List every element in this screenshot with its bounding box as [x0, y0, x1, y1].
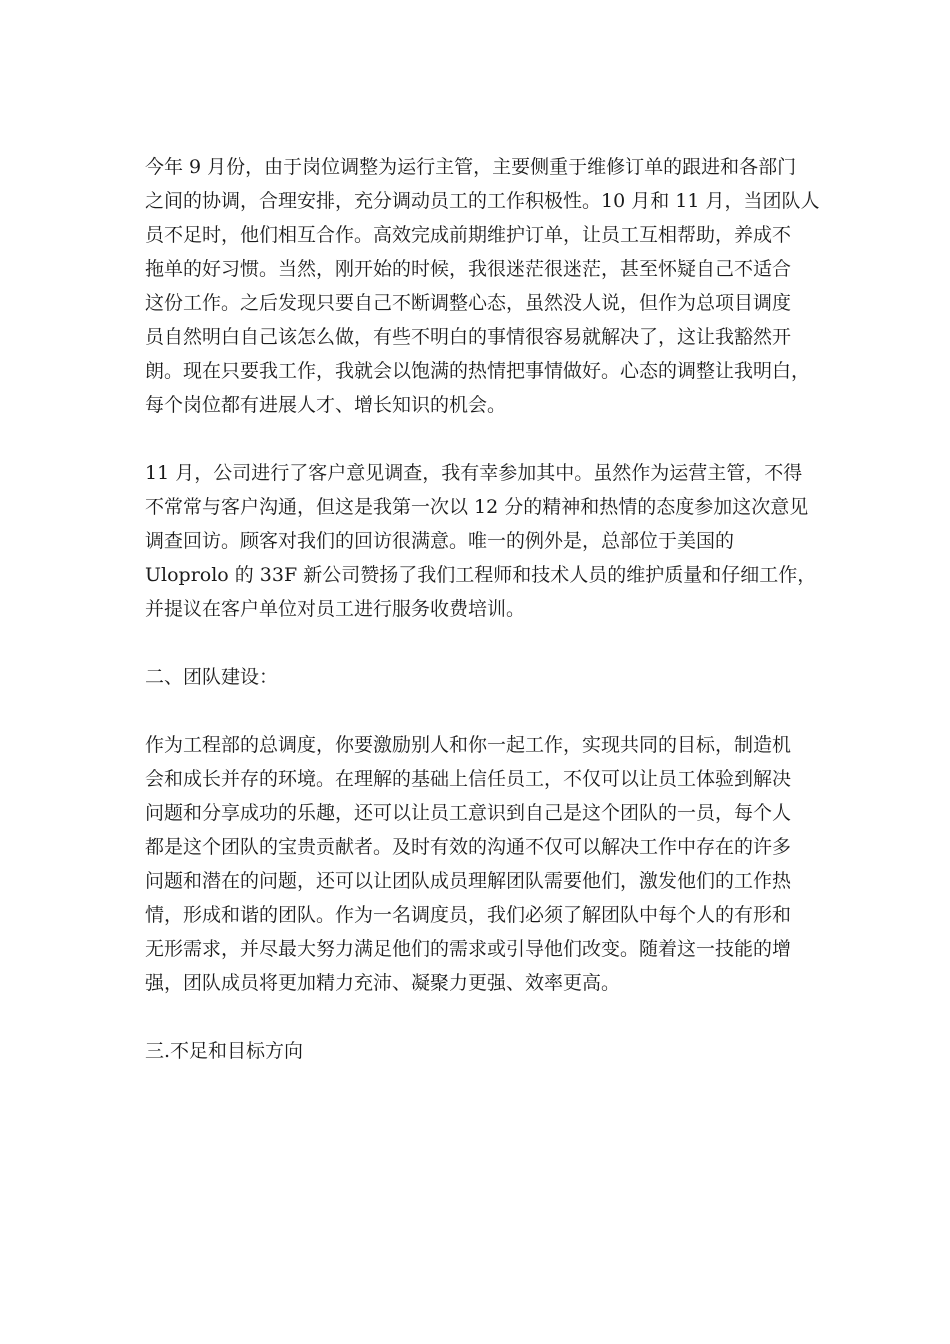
paragraph-role-adjustment — [145, 150, 820, 422]
document-body — [145, 150, 820, 1102]
text-line: 这份工作。之后发现只要自己不断调整心态，虽然没人说，但作为总项目调度 — [145, 292, 792, 314]
text-line: 无形需求，并尽最大努力满足他们的需求或引导他们改变。随着这一技能的增 — [145, 938, 792, 960]
text-line: 作为工程部的总调度，你要激励别人和你一起工作，实现共同的目标，制造机 — [145, 734, 792, 756]
text-line: 问题和分享成功的乐趣，还可以让员工意识到自己是这个团队的一员，每个人 — [145, 802, 792, 824]
text-line: 员自然明白自己该怎么做，有些不明白的事情很容易就解决了，这让我豁然开 — [145, 326, 792, 348]
paragraph-team-building — [145, 728, 810, 1000]
text-line: 并提议在客户单位对员工进行服务收费培训。 — [145, 598, 526, 620]
text-line: 调查回访。顾客对我们的回访很满意。唯一的例外是，总部位于美国的 — [145, 530, 735, 552]
text-line: 员不足时，他们相互合作。高效完成前期维护订单，让员工互相帮助，养成不 — [145, 224, 792, 246]
section-heading-team-building: 二、团队建设： — [145, 666, 279, 688]
text-line: 强，团队成员将更加精力充沛、凝聚力更强、效率更高。 — [145, 972, 621, 994]
paragraph-customer-survey — [145, 456, 817, 626]
text-line: 11 月，公司进行了客户意见调查，我有幸参加其中。虽然作为运营主管，不得 — [145, 462, 803, 484]
text-line: 朗。现在只要我工作，我就会以饱满的热情把事情做好。心态的调整让我明白， — [145, 360, 811, 382]
text-line: 都是这个团队的宝贵贡献者。及时有效的沟通不仅可以解决工作中存在的许多 — [145, 836, 792, 858]
text-line: Uloprolo 的 33F 新公司赞扬了我们工程师和技术人员的维护质量和仔细工作， — [145, 564, 817, 586]
text-line: 今年 9 月份，由于岗位调整为运行主管，主要侧重于维修订单的跟进和各部门 — [145, 156, 797, 178]
text-line: 拖单的好习惯。当然，刚开始的时候，我很迷茫很迷茫，甚至怀疑自己不适合 — [145, 258, 792, 280]
text-line: 之间的协调，合理安排，充分调动员工的工作积极性。10 月和 11 月，当团队人 — [145, 190, 820, 212]
text-line: 情，形成和谐的团队。作为一名调度员，我们必须了解团队中每个人的有形和 — [145, 904, 792, 926]
text-line: 不常常与客户沟通，但这是我第一次以 12 分的精神和热情的态度参加这次意见 — [145, 496, 809, 518]
section-heading-shortcomings-goals: 三.不足和目标方向 — [145, 1040, 304, 1062]
text-line: 每个岗位都有进展人才、增长知识的机会。 — [145, 394, 507, 416]
text-line: 问题和潜在的问题，还可以让团队成员理解团队需要他们，激发他们的工作热 — [145, 870, 792, 892]
text-line: 会和成长并存的环境。在理解的基础上信任员工，不仅可以让员工体验到解决 — [145, 768, 792, 790]
